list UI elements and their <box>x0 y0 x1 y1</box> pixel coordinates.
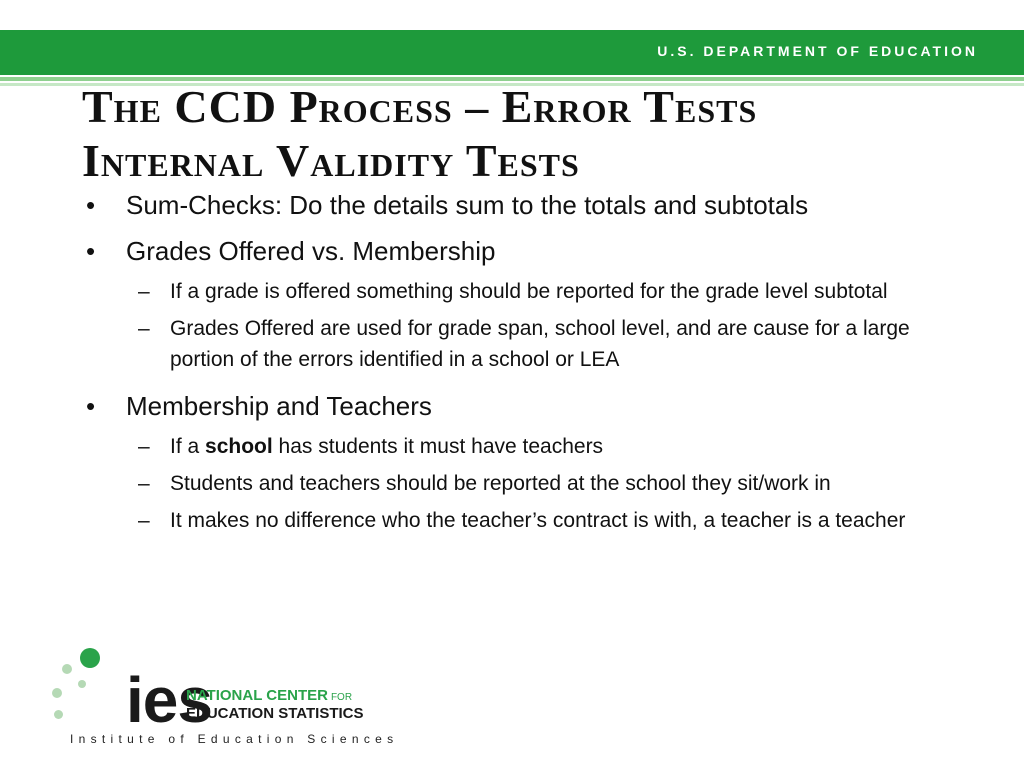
sub-bullet <box>86 313 946 375</box>
logo-dot-icon <box>54 710 63 719</box>
sub-bullet-text: Students and teachers should be reported at the school they sit/work in <box>170 472 831 495</box>
sub-bullet <box>86 505 946 536</box>
logo-dot-icon <box>80 648 100 668</box>
sub-bullet-text: It makes no difference who the teacher’s contract is with, a teacher is a teacher <box>170 509 906 532</box>
sub-bullet-text: Grades Offered are used for grade span, school level, and are cause for a large portion of the errors identified in a school or LEA <box>170 317 910 371</box>
logo-dot-icon <box>62 664 72 674</box>
bullet-icon: • <box>86 236 96 266</box>
ies-subtitle: Institute of Education Sciences <box>70 732 399 746</box>
dash-icon: – <box>138 317 150 340</box>
title-line-1: The CCD Process – Error Tests <box>82 81 758 132</box>
nces-for: FOR <box>330 692 353 703</box>
sub-bullet-text-pre: If a <box>170 435 206 458</box>
dash-icon: – <box>138 472 150 495</box>
bullet-sum-checks <box>86 186 946 224</box>
sub-bullet-text: If a grade is offered something should be reported for the grade level subtotal <box>170 280 888 303</box>
title-line-2: Internal Validity Tests <box>82 135 580 186</box>
bullet-icon: • <box>86 190 96 220</box>
dash-icon: – <box>138 435 150 458</box>
sub-bullet <box>86 468 946 499</box>
bullet-text: Grades Offered vs. Membership <box>126 236 496 266</box>
bullet-grades-offered <box>86 232 946 270</box>
bullet-membership-teachers <box>86 387 946 425</box>
ies-wordmark: ies <box>126 664 212 736</box>
department-label: U.S. DEPARTMENT OF EDUCATION <box>657 43 978 59</box>
nces-national-center: NATIONAL CENTER <box>186 687 328 704</box>
sub-bullet <box>86 276 946 307</box>
sub-bullet <box>86 431 946 462</box>
bullet-text: Membership and Teachers <box>126 391 432 421</box>
ies-nces-logo <box>48 646 398 756</box>
emphasis-school: school <box>205 435 273 458</box>
slide-body <box>86 186 946 542</box>
slide-title <box>82 80 757 188</box>
bullet-text: Sum-Checks: Do the details sum to the totals and subtotals <box>126 190 809 220</box>
nces-line-1 <box>186 688 352 706</box>
logo-dot-icon <box>78 680 86 688</box>
nces-line-2: EDUCATION STATISTICS <box>186 705 364 722</box>
dash-icon: – <box>138 280 150 303</box>
logo-dot-icon <box>52 688 62 698</box>
dash-icon: – <box>138 509 150 532</box>
header-banner <box>0 30 1024 75</box>
bullet-icon: • <box>86 391 96 421</box>
sub-bullet-text-post: has students it must have teachers <box>272 435 604 458</box>
